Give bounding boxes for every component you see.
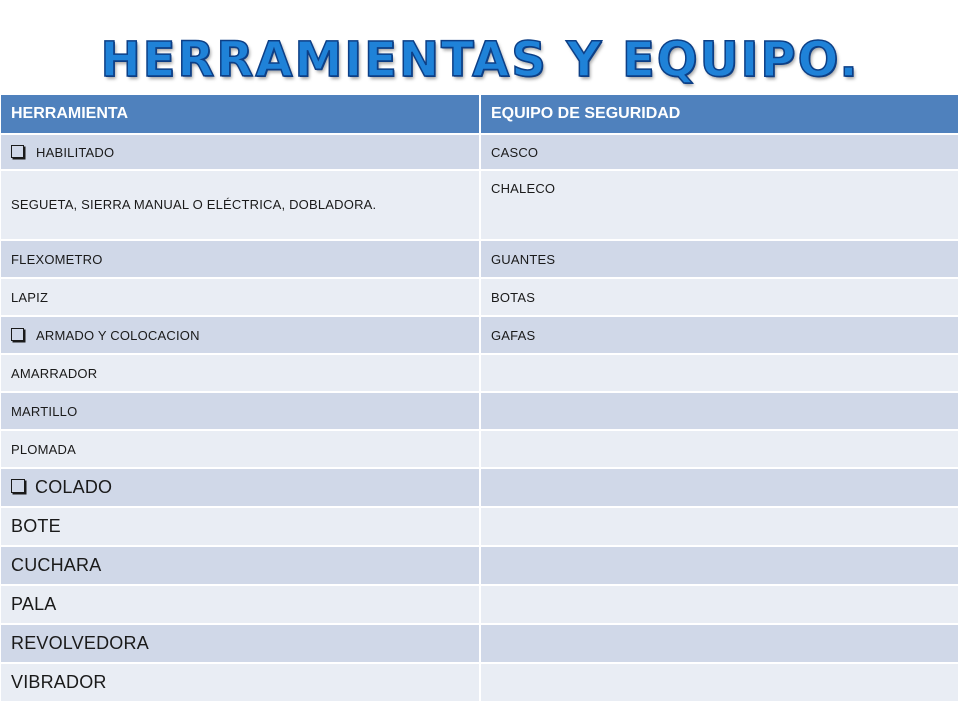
page-title: HERRAMIENTAS Y EQUIPO. — [100, 32, 860, 88]
table-row — [1, 585, 958, 624]
equipment-cell — [480, 392, 958, 430]
equipment-cell — [480, 468, 958, 507]
tool-cell: COLADO — [1, 468, 480, 507]
tool-cell: PALA — [1, 585, 480, 624]
equipment-cell — [480, 663, 958, 702]
table-row — [1, 546, 958, 585]
tool-cell: AMARRADOR — [1, 354, 480, 392]
header-equipo-de-seguridad: EQUIPO DE SEGURIDAD — [480, 95, 958, 134]
table-row — [1, 430, 958, 468]
tool-cell: PLOMADA — [1, 430, 480, 468]
equipment-cell: BOTAS — [480, 278, 958, 316]
table-row — [1, 316, 958, 354]
table-row — [1, 170, 958, 240]
equipment-cell: GUANTES — [480, 240, 958, 278]
equipment-cell: CHALECO — [480, 170, 958, 240]
table-row — [1, 624, 958, 663]
equipment-cell — [480, 585, 958, 624]
table-row — [1, 240, 958, 278]
table-row — [1, 392, 958, 430]
tool-cell: VIBRADOR — [1, 663, 480, 702]
equipment-cell — [480, 430, 958, 468]
tool-cell: CUCHARA — [1, 546, 480, 585]
header-herramienta: HERRAMIENTA — [1, 95, 480, 134]
equipment-cell: GAFAS — [480, 316, 958, 354]
equipment-cell: CASCO — [480, 134, 958, 170]
table-row — [1, 468, 958, 507]
tool-cell: REVOLVEDORA — [1, 624, 480, 663]
equipment-cell — [480, 354, 958, 392]
table-row — [1, 278, 958, 316]
tool-cell: SEGUETA, SIERRA MANUAL O ELÉCTRICA, DOBLADORA. — [1, 170, 480, 240]
equipment-cell — [480, 507, 958, 546]
tool-cell: ARMADO Y COLOCACION — [1, 316, 480, 354]
tool-cell: MARTILLO — [1, 392, 480, 430]
table-row — [1, 354, 958, 392]
table-row — [1, 507, 958, 546]
table-row — [1, 134, 958, 170]
tools-equipment-table — [1, 95, 958, 703]
tool-cell: LAPIZ — [1, 278, 480, 316]
tool-cell: HABILITADO — [1, 134, 480, 170]
checkbox-square-bullet-icon — [11, 479, 25, 493]
tool-cell: BOTE — [1, 507, 480, 546]
checkbox-square-bullet-icon — [11, 328, 24, 341]
equipment-cell — [480, 546, 958, 585]
tool-cell: FLEXOMETRO — [1, 240, 480, 278]
equipment-cell — [480, 624, 958, 663]
table-row — [1, 663, 958, 702]
checkbox-square-bullet-icon — [11, 145, 24, 158]
table-header-row — [1, 95, 958, 134]
